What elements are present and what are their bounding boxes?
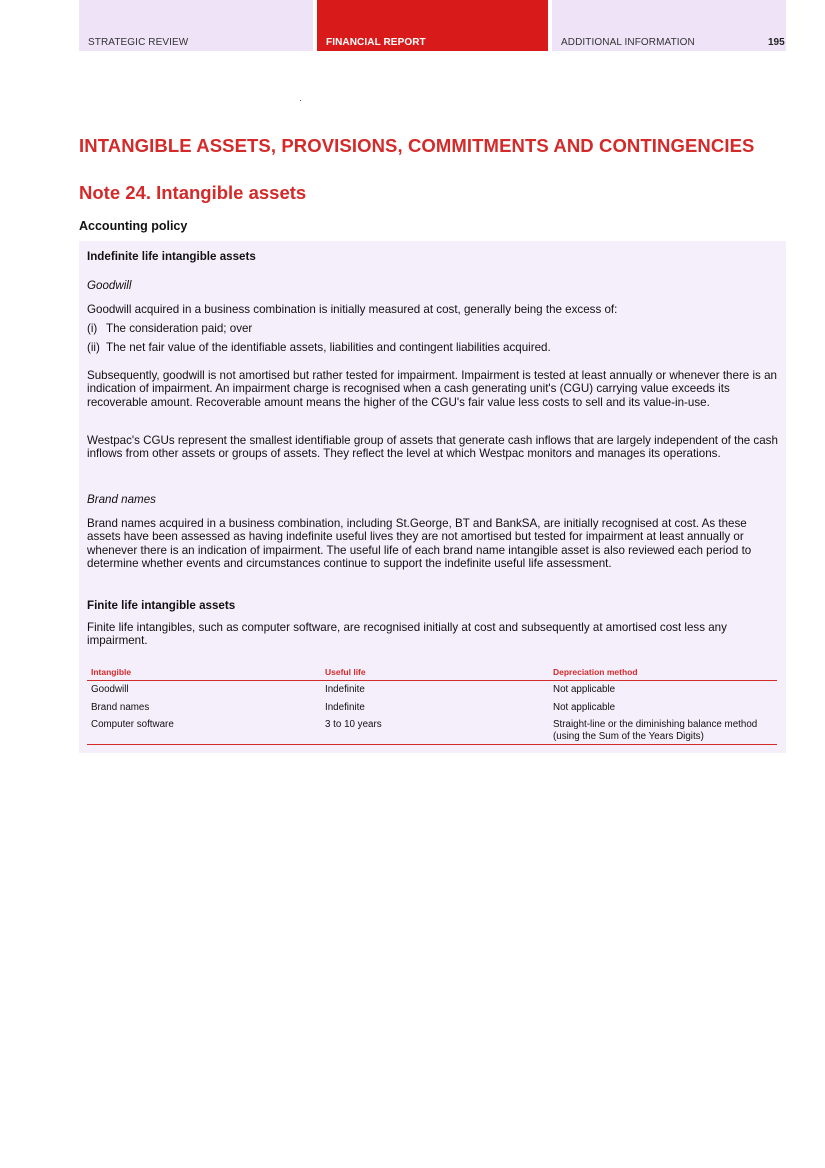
tab-additional-information[interactable] (552, 0, 786, 51)
accounting-policy-label: Accounting policy (79, 219, 188, 233)
table-bottom-rule (87, 744, 777, 745)
table-cell: Not applicable (553, 684, 616, 695)
tab-label: STRATEGIC REVIEW (88, 37, 189, 48)
para-cgus: Westpac's CGUs represent the smallest identifiable group of assets that generate cash inflows that are largely independent of the cash inflows from other assets or groups of assets. They reflect the level at which Westpac monitors and manages its operations. (87, 434, 778, 461)
column-header: Useful life (325, 667, 366, 677)
table-cell: Not applicable (553, 702, 616, 713)
column-header: Depreciation method (553, 667, 638, 677)
accounting-policy-panel (79, 241, 786, 753)
tab-financial-report[interactable] (317, 0, 548, 51)
table-cell: Indefinite (325, 702, 365, 713)
table-header (87, 665, 777, 681)
page-header (0, 0, 825, 51)
table-cell: 3 to 10 years (325, 719, 382, 730)
column-header: Intangible (91, 667, 132, 677)
stray-dot (300, 100, 301, 101)
tab-label: ADDITIONAL INFORMATION (561, 37, 695, 48)
tab-label: FINANCIAL REPORT (326, 37, 426, 48)
list-text: The consideration paid; over (106, 322, 253, 335)
table-cell: Brand names (91, 702, 150, 713)
goodwill-intro: Goodwill acquired in a business combination is initially measured at cost, generally being the excess of: (87, 303, 618, 316)
table-cell: Computer software (91, 719, 174, 730)
para-subsequently: Subsequently, goodwill is not amortised but rather tested for impairment. Impairment is tested at least annually or whenever there is an indication of impairment. An impairment charge is recognised when a cash generating unit's (CGU) carrying value exceeds its recoverable amount. Recoverable amount means the higher of the CGU's fair value less costs to sell and its value-in-use. (87, 369, 777, 409)
table-cell: Goodwill (91, 684, 129, 695)
page-number: 195 (768, 37, 785, 48)
para-brand-names: Brand names acquired in a business combination, including St.George, BT and BankSA, are initially recognised at cost. As these assets have been assessed as having indefinite useful lives they are not amortised but tested for impairment at least annually or whenever there is an indication of impairment. The useful life of each brand name intangible asset is also reviewed each period to determine whether events and circumstances continue to support the indefinite useful life assessment. (87, 517, 752, 571)
brand-names-heading: Brand names (87, 493, 156, 506)
table-cell: Straight-line or the diminishing balance method (using the Sum of the Years Digits) (553, 719, 758, 742)
para-finite-life: Finite life intangibles, such as computer software, are recognised initially at cost and subsequently at amortised cost less any impairment. (87, 621, 727, 648)
list-number: (ii) (87, 341, 100, 354)
table-cell: Indefinite (325, 684, 365, 695)
list-number: (i) (87, 322, 98, 335)
note-title: Note 24. Intangible assets (79, 182, 307, 203)
list-item (87, 341, 779, 354)
list-item (87, 322, 779, 335)
goodwill-heading: Goodwill (87, 279, 132, 292)
finite-life-heading: Finite life intangible assets (87, 599, 236, 612)
indefinite-life-heading: Indefinite life intangible assets (87, 250, 256, 263)
tab-strategic-review[interactable] (79, 0, 313, 51)
list-text: The net fair value of the identifiable assets, liabilities and contingent liabilities acquired. (106, 341, 551, 354)
section-title: INTANGIBLE ASSETS, PROVISIONS, COMMITMENTS AND CONTINGENCIES (79, 135, 755, 156)
